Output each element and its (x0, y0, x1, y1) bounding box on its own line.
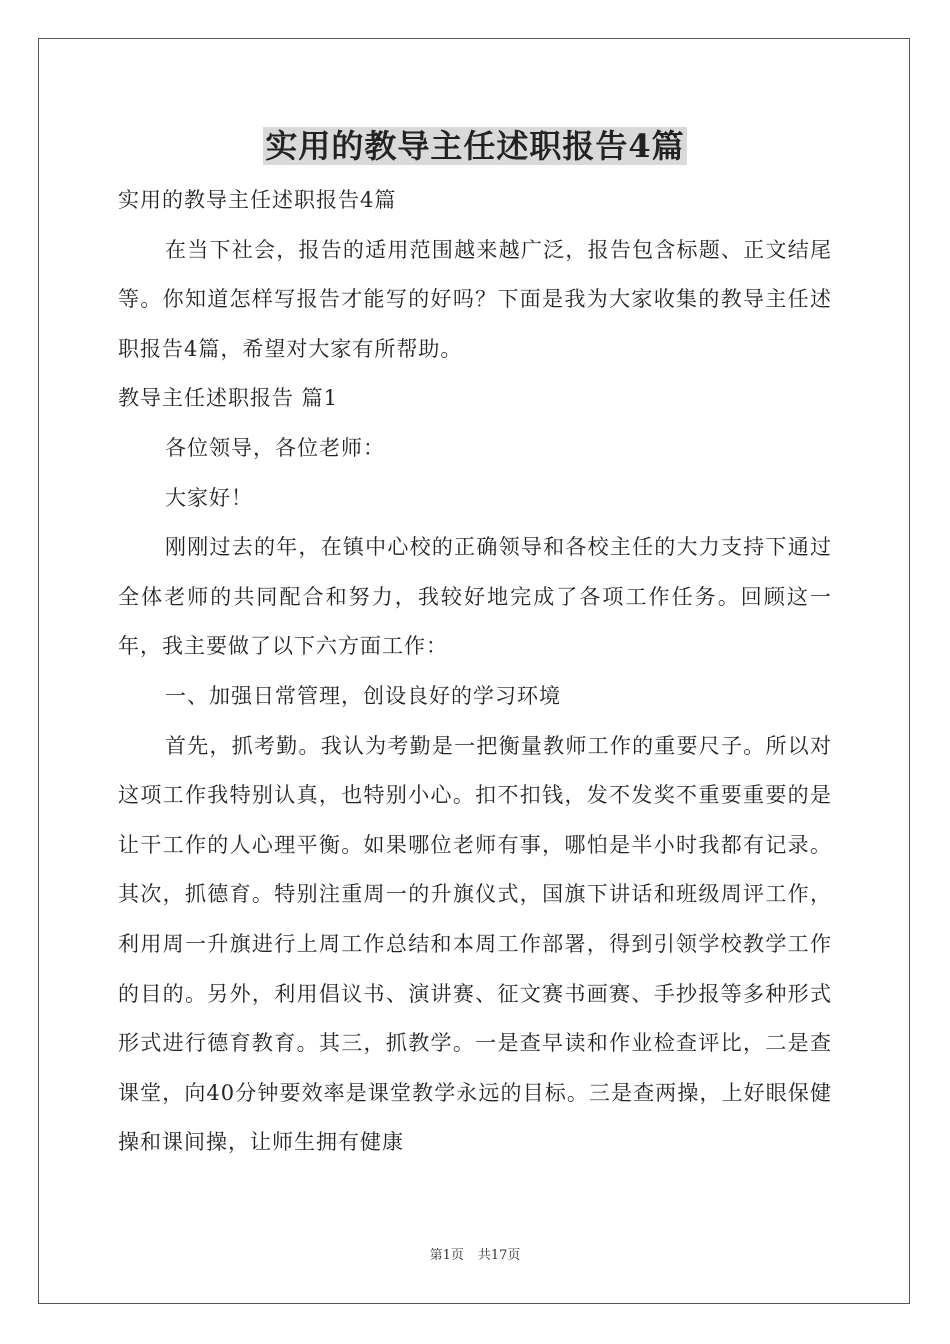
document-title-text: 实用的教导主任述职报告4篇 (265, 127, 685, 165)
page-number-current: 第1页 (429, 1248, 464, 1263)
salutation: 各位领导，各位老师： (165, 435, 385, 460)
document-title (0, 124, 950, 168)
subsection-heading: 一、加强日常管理，创设良好的学习环境 (165, 683, 561, 708)
page-number-total: 共17页 (477, 1248, 521, 1263)
body-paragraph: 首先，抓考勤。我认为考勤是一把衡量教师工作的重要尺子。所以对这项工作我特别认真，也特别小心。扣不扣钱，发不发奖不重要重要的是让干工作的人心理平衡。如果哪位老师有事，哪怕是半小时我都有记录。其次，抓德育。特别注重周一的升旗仪式，国旗下讲话和班级周评工作，利用周一升旗进行上周工作总结和本周工作部署，得到引领学校教学工作的目的。另外，利用倡议书、演讲赛、征文赛书画赛、手抄报等多种形式形式进行德育教育。其三，抓教学。一是查早读和作业检查评比，二是查课堂，向40分钟要效率是课堂教学永远的目标。三是查两操，上好眼保健操和课间操，让师生拥有健康 (118, 733, 832, 1155)
greeting: 大家好！ (165, 485, 253, 510)
document-body (118, 176, 832, 1168)
intro-paragraph: 在当下社会，报告的适用范围越来越广泛，报告包含标题、正文结尾等。你知道怎样写报告才能写的好吗？下面是我为大家收集的教导主任述职报告4篇，希望对大家有所帮助。 (118, 237, 832, 361)
document-subtitle: 实用的教导主任述职报告4篇 (118, 188, 397, 212)
body-paragraph: 刚刚过去的年，在镇中心校的正确领导和各校主任的大力支持下通过全体老师的共同配合和努力，我较好地完成了各项工作任务。回顾这一年，我主要做了以下六方面工作： (118, 535, 832, 659)
page-footer (0, 1247, 950, 1265)
section-heading: 教导主任述职报告 篇1 (118, 386, 339, 411)
